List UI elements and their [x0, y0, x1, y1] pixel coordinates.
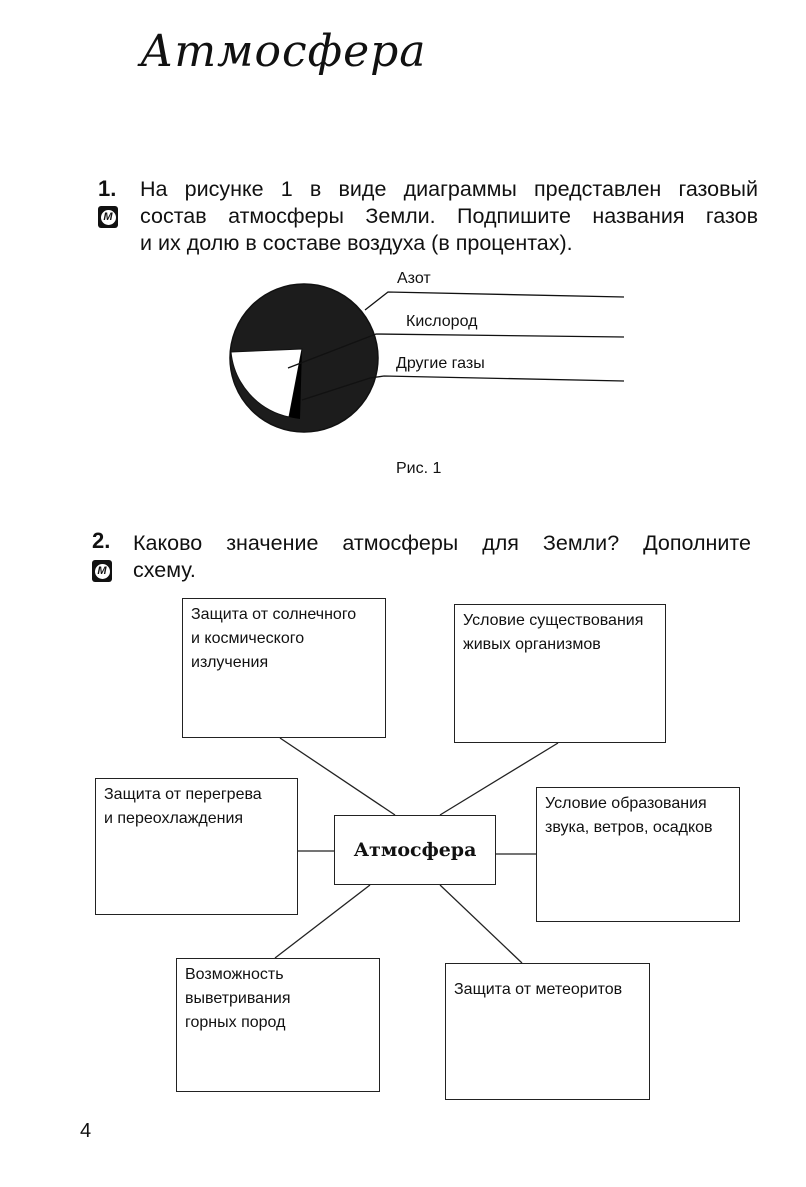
box-line: Возможность	[185, 966, 284, 983]
schema-box[interactable]	[176, 958, 380, 1092]
box-line: Условие образования	[545, 795, 707, 812]
schema-box[interactable]	[95, 778, 298, 915]
task-2-line: схему.	[133, 558, 196, 582]
task-1-line: состав атмосферы Земли. Подпишите названия газов	[140, 204, 758, 228]
schema-box[interactable]	[182, 598, 386, 738]
pie-label-other: Другие газы	[396, 355, 485, 372]
task-2-text	[133, 530, 751, 584]
m-badge-icon: М	[92, 560, 112, 582]
box-line: Защита от перегрева	[104, 786, 262, 803]
task-2-line: Каково значение атмосферы для Земли? Дополните	[133, 531, 751, 555]
box-line: излучения	[191, 654, 269, 671]
box-line: звука, ветров, осадков	[545, 819, 713, 836]
box-line: Защита от метеоритов	[454, 981, 623, 998]
schema-box[interactable]	[454, 604, 666, 743]
task-2-number: 2.	[92, 528, 111, 553]
box-line: горных пород	[185, 1014, 286, 1031]
schema-center-atmosphere: Атмосфера	[334, 815, 496, 885]
task-1-number: 1.	[98, 176, 117, 201]
schema-box[interactable]	[445, 963, 650, 1100]
pie-label-oxygen: Кислород	[406, 313, 478, 330]
box-line: живых организмов	[463, 636, 601, 653]
figure-caption: Рис. 1	[396, 460, 442, 477]
task-1-line: На рисунке 1 в виде диаграммы представлен газовый	[140, 177, 758, 201]
pie-label-nitrogen: Азот	[397, 270, 431, 287]
box-line: и переохлаждения	[104, 810, 244, 827]
task-1-line: и их долю в составе воздуха (в процентах).	[140, 231, 573, 255]
box-line: выветривания	[185, 990, 291, 1007]
leader-line-nitrogen	[365, 292, 624, 310]
schema-box[interactable]	[536, 787, 740, 922]
page-title: Атмосфера	[140, 26, 427, 77]
box-line: и космического	[191, 630, 305, 647]
box-line: Условие существования	[463, 612, 644, 629]
m-badge-icon: М	[98, 206, 118, 228]
page-number: 4	[80, 1120, 92, 1142]
box-line: Защита от солнечного	[191, 606, 357, 623]
